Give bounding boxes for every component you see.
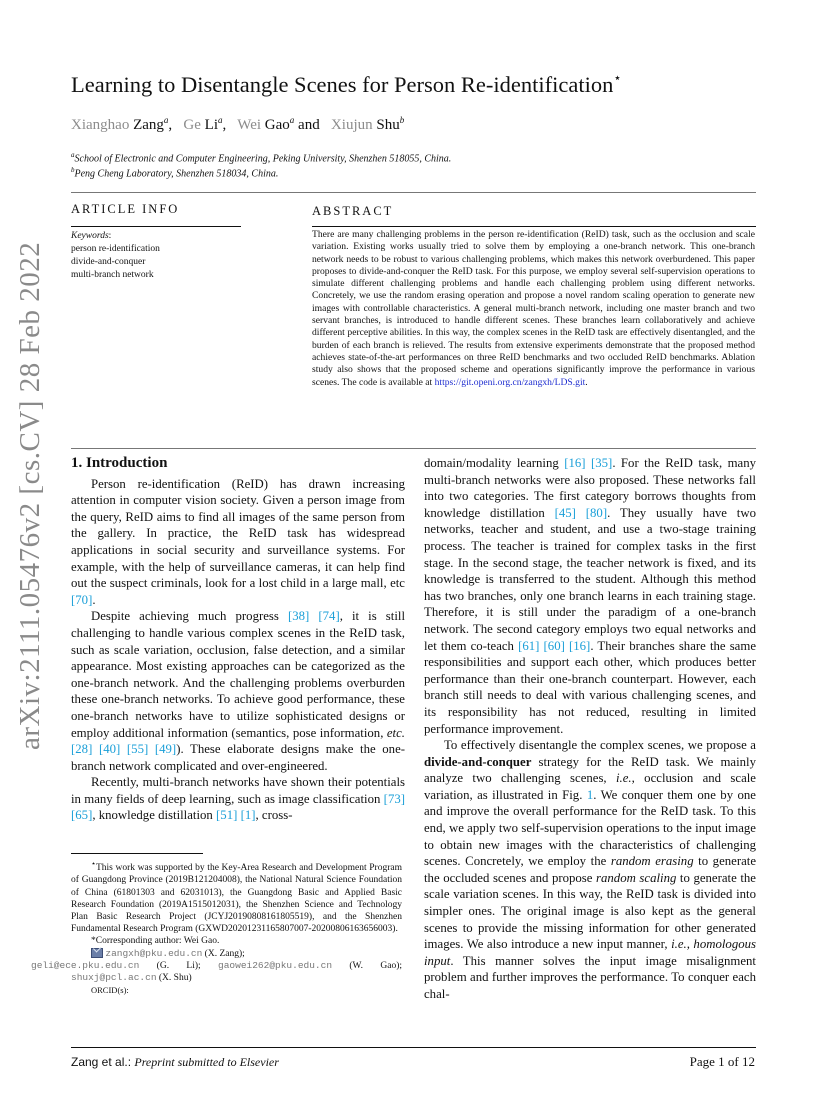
email-link[interactable]: gaowei262@pku.edu.cn [218,959,333,971]
citation-link[interactable]: [65] [71,808,93,823]
keywords-block: Keywords: person re-identification divide-and-conquer multi-branch network [71,231,160,280]
paragraph: Despite achieving much progress [38] [74], it is still challenging to handle various complex scenes in the ReID task, such as scale variation, occlusion, false detection, and a similar appearance. Most existing approaches can be categorized as the one-branch network. And the challenging problems overburden these one-branch networks. To achieve good performance, these one-branch networks have to utilize sophisticated designs or employ additional information (semantics, pose information, etc. [28] [40] [55] [49]). These elaborate designs make the one-branch network complicated and over-engineered. [71,609,406,773]
orcid-label: ORCID(s): [91,985,129,996]
section-heading-introduction: 1. Introduction [71,455,168,471]
citation-link[interactable]: [40] [98,742,121,757]
footnote-rule [71,853,203,854]
citation-link[interactable]: [38] [287,609,310,624]
article-info-heading: ARTICLE INFO [71,202,180,216]
abstract-heading: ABSTRACT [312,204,394,218]
citation-link[interactable]: [55] [126,742,149,757]
citation-link[interactable]: [73] [383,791,405,806]
funding-footnote: ⋆This work was supported by the Key-Area Research and Development Program of Guangdong Province (2019B121204008), the National Natural Science Foundation of China (61801303 and 62031013), the Guangdong Basic and Applied Basic Research Foundation (2019A1515012031), the Shenzhen Science and Technology Plan Basic Research Project (JCYJ20190808161805519), and the Shenzhen Fundamental Research Program (GXWD20201231165807007-20200806163656003). [71,859,402,935]
citation-link[interactable]: [70] [71,592,93,607]
author[interactable]: Xianghao Zang$^a$ [71,115,169,133]
keyword-item: person re-identification [71,244,160,254]
corresponding-author-note: *Corresponding author: Wei Gao. [91,936,220,947]
paragraph: Person re-identification (ReID) has drawn increasing attention in computer vision society. Given a person image from the query, ReID aims to find all images of the same person from the gallery. In practice, the ReID task has widespread applications in social security and surveillance systems. For example, with the help of surveillance cameras, it can help find out the suspect criminals, look for a lost child in a large mall, etc [70]. [71,476,405,607]
citation-link[interactable]: [16] [564,456,586,470]
citation-link[interactable]: [16] [568,638,591,653]
abstract-body: There are many challenging problems in the person re-identification (ReID) task, such as the occlusion and scale variation. Existing works usually tried to solve them by employing a one-branch network. This one-branch network needs to be robust to various challenging problems, which makes this network overburdened. This paper proposes to divide-and-conquer the ReID task. For this purpose, we employ several self-supervision operations to simulate different challenging problems and handle each challenging problem using different networks. Concretely, we use the random erasing operation and propose a novel random scaling operation to generate new images with controllable characteristics. A general multi-branch network, including one master branch and two servant branches, is introduced to handle different scenes. These branches learn collaboratively and achieve different perceptive abilities. In this way, the complex scenes in the ReID task are effectively disentangled, and the burden of each branch is relieved. The results from extensive experiments demonstrate that the proposed method achieves state-of-the-art performances on three ReID benchmarks and two occluded ReID benchmarks. Ablation study also shows that the proposed scheme and operations significantly improve the performance in various scenes. The code is available at https://git.openi.org.cn/zangxh/LDS.git. [312,229,755,388]
footer-rule [71,1047,756,1048]
figure-link[interactable]: 1 [586,787,594,802]
intro-right-column [424,455,756,1003]
paragraph: Recently, multi-branch networks have shown their potentials in many fields of deep learning, such as image classification [73] [65], knowledge distillation [51] [1], cross- [71,775,405,823]
author-list: Xianghao Zang$^a$, Ge Li$^a$, Wei Gao$^a$ and Xiujun Shu$^b$ [71,115,405,133]
paragraph: domain/modality learning [16] [35]. For the ReID task, many multi-branch networks were also proposed. These networks fall into two categories. The first category borrows thoughts from knowledge distillation [45] [80]. They usually have two networks, teacher and student, and use a two-stage training process. The teacher is trained for complex tasks in the first stage. In the second stage, the teacher network is fixed, and its knowledge is transferred to the student. Although this method has two branches, only one branch learns in each training stage. Therefore, it is still under the paradigm of a one-branch network. The second category employs two equal networks and let them co-teach [61] [60] [16]. Their branches share the same responsibilities and support each other, which produces better performance than their one-branch counterpart. However, each branch still needs to deal with various challenging scenes, and its responsibility has not reduced, resulting in limited performance improvement. [424,456,757,736]
running-footer: Zang et al.: Preprint submitted to Elsevier [71,1055,279,1069]
header-divider [71,192,756,193]
author[interactable]: Xiujun Shu$^b$ [330,115,405,133]
intro-left-column [71,455,405,824]
code-url-link[interactable]: https://git.openi.org.cn/zangxh/LDS.git [434,376,586,388]
citation-link[interactable]: [28] [71,742,93,757]
abstract-rule [312,226,756,227]
citation-link[interactable]: [51] [216,808,238,823]
citation-link[interactable]: [61] [518,638,540,653]
citation-link[interactable]: [35] [590,456,613,470]
paper-title [71,72,621,98]
keyword-item: multi-branch network [71,270,154,280]
email-link[interactable]: zangxh@pku.edu.cn [105,947,203,959]
email-link[interactable]: geli@ece.pku.edu.cn [31,959,140,971]
email-list: zangxh@pku.edu.cn (X. Zang); geli@ece.pku.edu.cn (G. Li); gaowei262@pku.edu.cn (W. Gao); shuxj@pcl.ac.cn (X. Shu) [31,947,402,983]
keyword-item: divide-and-conquer [71,257,146,267]
citation-link[interactable]: [45] [554,505,576,520]
citation-link[interactable]: [49] [154,742,177,757]
title-footnote-mark[interactable]: ⋆ [613,70,622,85]
author[interactable]: Ge Li$^a$ [183,115,223,133]
abstract-divider [71,448,756,449]
author[interactable]: Wei Gao$^a$ [237,115,295,133]
page-number: Page 1 of 12 [689,1054,755,1069]
citation-link[interactable]: [1] [240,808,256,823]
keywords-label: Keywords [71,231,109,241]
email-link[interactable]: shuxj@pcl.ac.cn [71,971,157,983]
envelope-icon [91,948,103,958]
arxiv-stamp: arXiv:2111.05476v2 [cs.CV] 28 Feb 2022 [14,241,46,750]
paragraph: To effectively disentangle the complex scenes, we propose a divide-and-conquer strategy for the ReID task. We mainly analyze two challenging scenes, i.e., occlusion and scale variation, as illustrated in Fig. 1. We conquer them one by one and improve the overall performance for the ReID task. To this end, we apply two self-supervision operations to the input image to obtain new images with the characteristics of challenging scenes. Concretely, we employ the random erasing to generate the occluded scenes and propose random scaling to generate the scale variation scenes. In this way, the ReID task is divided into simpler ones. The original image is also kept as the general scenes to provide the missing information for other generated images. We also introduce a new input manner, i.e., homologous input. This manner solves the input image misalignment problem and further improves the performance. To conquer each chal- [424,738,757,1001]
affiliation-a: $^a$School of Electronic and Computer Engineering, Peking University, Shenzhen 518055, China. [71,151,452,165]
citation-link[interactable]: [60] [543,638,565,653]
citation-link[interactable]: [80] [585,505,608,520]
affiliation-b: $^b$Peng Cheng Laboratory, Shenzhen 518034, China. [71,166,279,180]
article-info-rule [71,226,241,227]
footnotes [31,858,402,996]
title-text: Learning to Disentangle Scenes for Person Re-identification [71,72,614,97]
citation-link[interactable]: [74] [318,609,340,624]
